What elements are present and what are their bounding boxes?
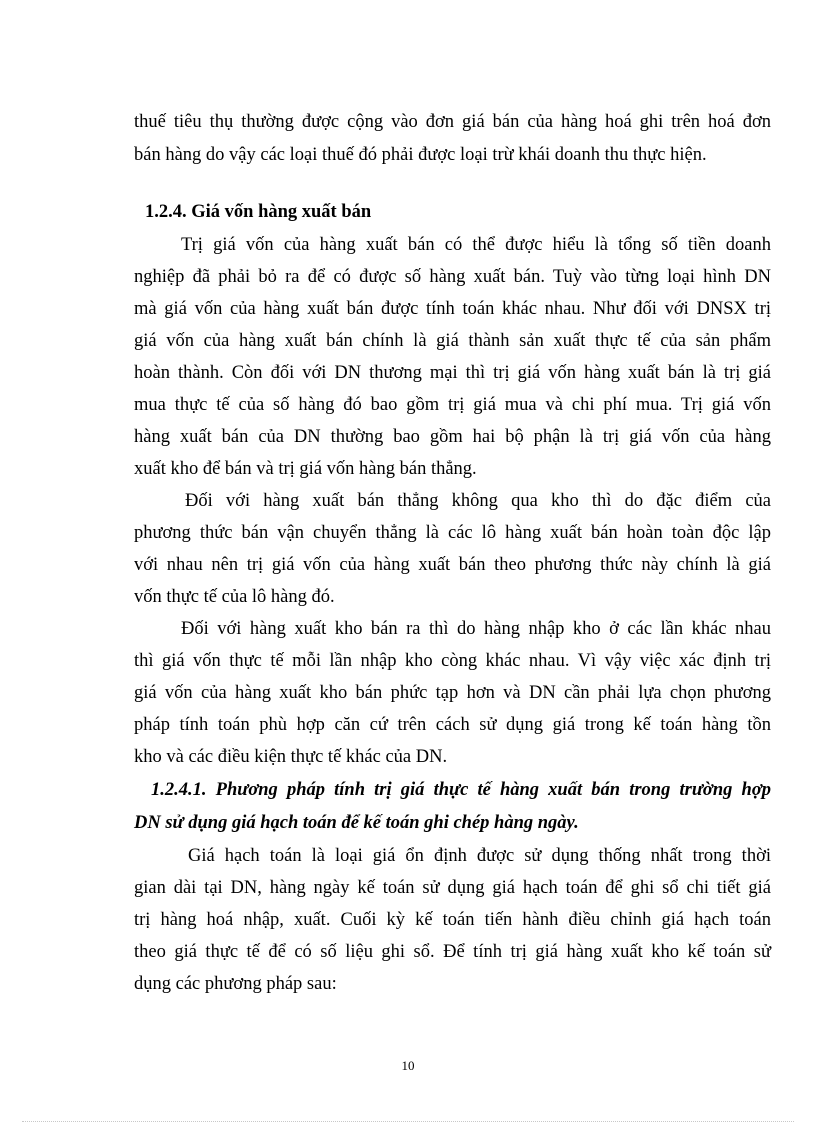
paragraph1-line-5: hoàn thành. Còn đối với DN thương mại thì trị giá vốn hàng xuất bán là trị giá (134, 363, 771, 383)
paragraph1-line-8: xuất kho để bán và trị giá vốn hàng bán thẳng. (134, 459, 477, 479)
subsection-heading-line-1: 1.2.4.1. Phương pháp tính trị giá thực tế hàng xuất bán trong trường hợp (151, 780, 771, 800)
intro-line-2: bán hàng do vậy các loại thuế đó phải được loại trừ khái doanh thu thực hiện. (134, 145, 707, 165)
paragraph2-line-4: vốn thực tế của lô hàng đó. (134, 587, 335, 607)
paragraph1-line-2: nghiệp đã phải bỏ ra để có được số hàng xuất bán. Tuỳ vào từng loại hình DN (134, 267, 771, 287)
paragraph4-line-1: Giá hạch toán là loại giá ổn định được sử dụng thống nhất trong thời (188, 846, 771, 866)
paragraph3-line-1: Đối với hàng xuất kho bán ra thì do hàng nhập kho ở các lần khác nhau (181, 619, 771, 639)
page-bottom-divider (22, 1121, 794, 1122)
subsection-heading-line-2: DN sử dụng giá hạch toán để kế toán ghi chép hàng ngày. (134, 813, 579, 833)
paragraph4-line-5: dụng các phương pháp sau: (134, 974, 337, 994)
paragraph1-line-4: giá vốn của hàng xuất bán chính là giá thành sản xuất thực tế của sản phẩm (134, 331, 771, 351)
paragraph2-line-1: Đối với hàng xuất bán thẳng không qua kho thì do đặc điểm của (185, 491, 771, 511)
page-number: 10 (401, 1058, 415, 1073)
paragraph1-line-6: mua thực tế của số hàng đó bao gồm trị giá mua và chi phí mua. Trị giá vốn (134, 395, 771, 415)
section-heading: 1.2.4. Giá vốn hàng xuất bán (145, 202, 372, 222)
paragraph4-line-3: trị hàng hoá nhập, xuất. Cuối kỳ kế toán tiến hành điều chỉnh giá hạch toán (134, 910, 771, 930)
intro-line-1: thuế tiêu thụ thường được cộng vào đơn giá bán của hàng hoá ghi trên hoá đơn (134, 112, 771, 132)
paragraph3-line-5: kho và các điều kiện thực tế khác của DN. (134, 747, 448, 767)
paragraph1-line-7: hàng xuất bán của DN thường bao gồm hai bộ phận là trị giá vốn của hàng (134, 427, 771, 447)
paragraph3-line-3: giá vốn của hàng xuất kho bán phức tạp hơn và DN cần phải lựa chọn phương (134, 683, 771, 703)
paragraph1-line-1: Trị giá vốn của hàng xuất bán có thể được hiểu là tổng số tiền doanh (181, 235, 771, 255)
paragraph3-line-2: thì giá vốn thực tế mỗi lần nhập kho còng khác nhau. Vì vậy việc xác định trị (134, 651, 771, 671)
paragraph2-line-3: với nhau nên trị giá vốn của hàng xuất bán theo phương thức này chính là giá (134, 555, 771, 575)
paragraph2-line-2: phương thức bán vận chuyển thẳng là các lô hàng xuất bán hoàn toàn độc lập (134, 523, 771, 543)
paragraph4-line-4: theo giá thực tế để có số liệu ghi sổ. Để tính trị giá hàng xuất kho kế toán sử (134, 942, 771, 962)
paragraph1-line-3: mà giá vốn của hàng xuất bán được tính toán khác nhau. Như đối với DNSX trị (134, 299, 771, 319)
paragraph4-line-2: gian dài tại DN, hàng ngày kế toán sử dụng giá hạch toán để ghi sổ chi tiết giá (134, 878, 771, 898)
paragraph3-line-4: pháp tính toán phù hợp căn cứ trên cách sử dụng giá trong kế toán hàng tồn (134, 715, 771, 735)
